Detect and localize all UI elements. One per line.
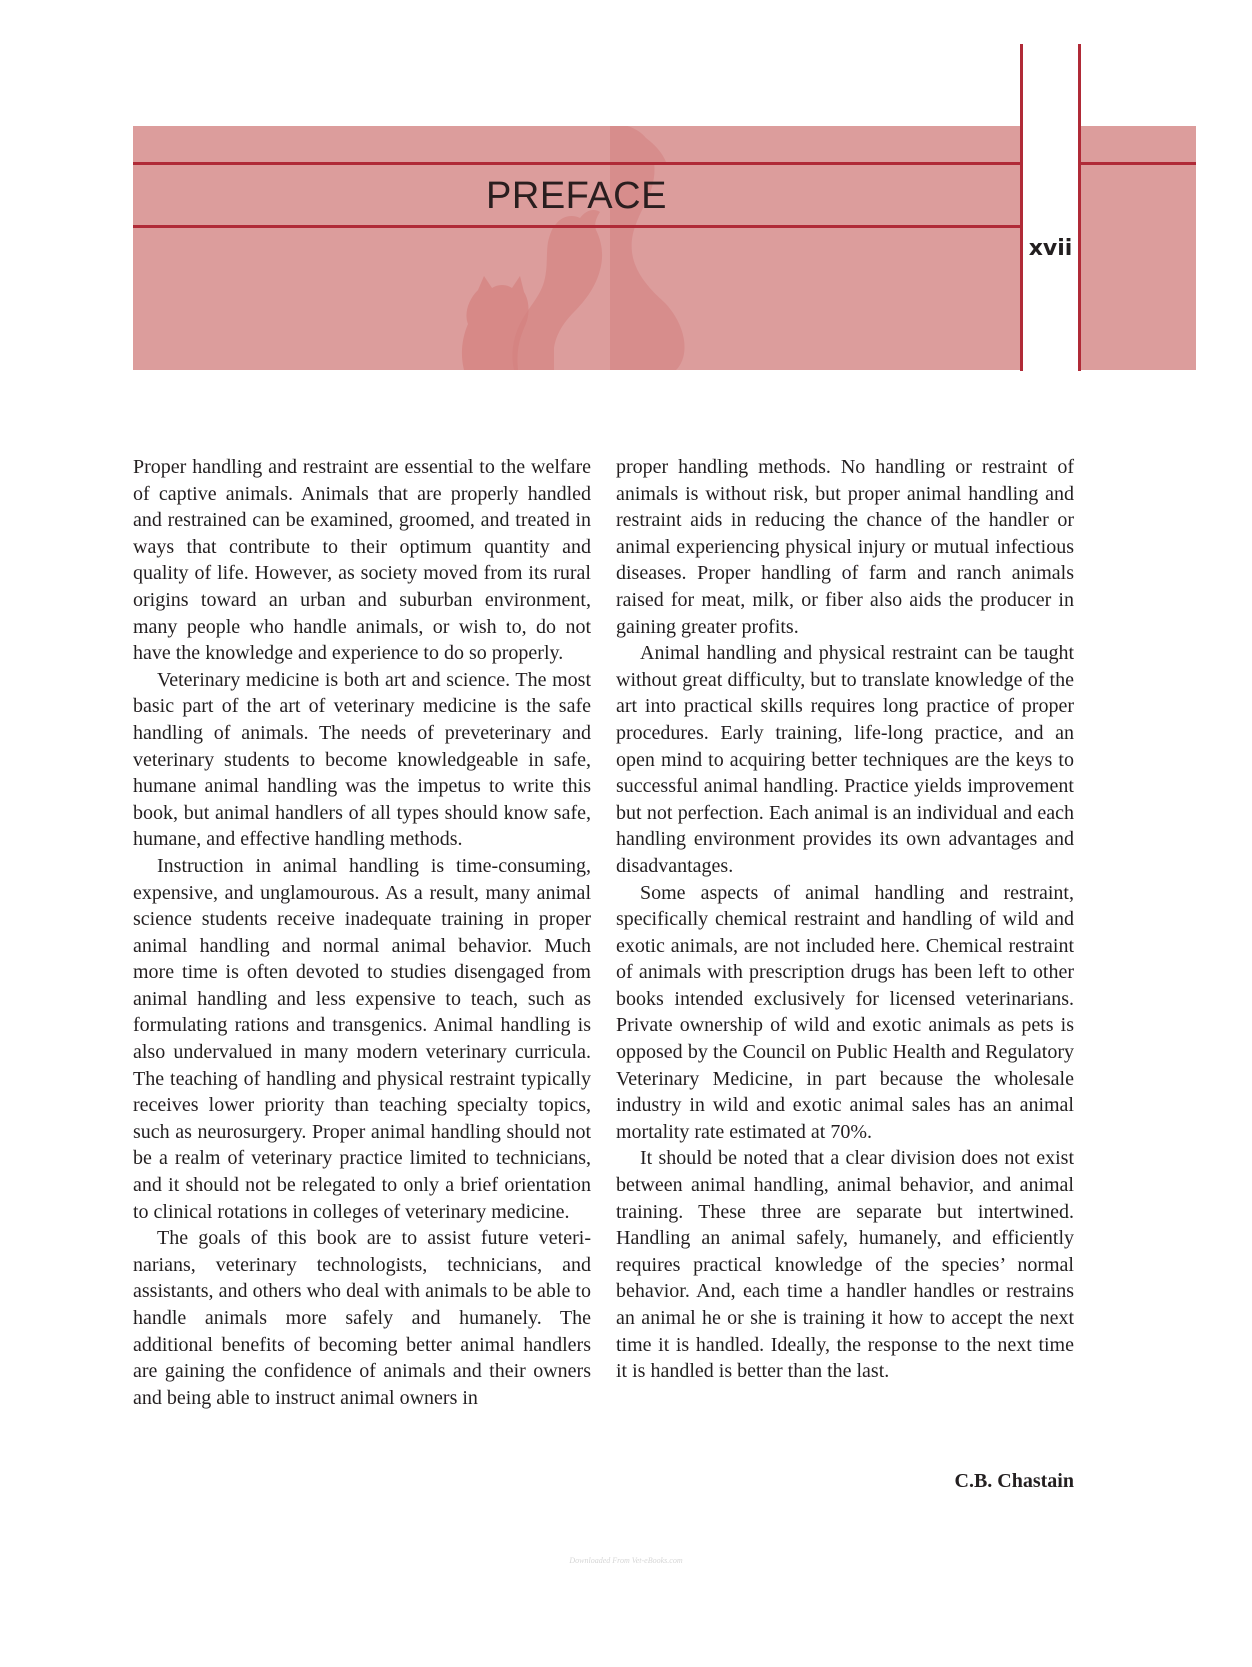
text-column-right	[616, 454, 1074, 1385]
paragraph: Some aspects of animal handling and restraint, specifically chemical restraint and handling of wild and exotic animals, are not included here. Chemical restraint of animals with prescription drugs has been left to other books intended exclusively for licensed veterinarians. Private ownership of wild and exotic animals as pets is opposed by the Council on Public Health and Regulatory Veterinary Medicine, in part because the wholesale industry in wild and exotic animal sales has an animal mortality rate estimated at 70%.	[616, 881, 1074, 1143]
vertical-rule-right	[1078, 44, 1081, 371]
paragraph: Animal handling and physical restraint can be taught without great difficulty, but to translate knowledge of the art into practical skills requires long practice of proper procedures. Early training, life-long practice, and an open mind to acquiring better techniques are the keys to successful animal handling. Practice yields improvement but not perfection. Each animal is an individual and each handling environment provides its own advantages and disadvantages.	[616, 642, 1074, 877]
vertical-rule-left	[1020, 44, 1023, 371]
author-signature: C.B. Chastain	[954, 1470, 1074, 1492]
paragraph: Proper handling and restraint are essential to the welfare of captive animals. Animals that are properly handled and restrained can be examined, groomed, and treated in ways that contribute to their optimum quantity and quality of life. However, as society moved from its rural origins toward an urban and suburban environment, many people who handle animals, or wish to, do not have the knowledge and experience to do so properly.	[133, 456, 591, 665]
paragraph: It should be noted that a clear division does not exist between animal handling, animal behavior, and animal training. These three are separate but intertwined. Handling an animal safely, humanely, and efficiently requires practical knowledge of the species’ normal behavior. And, each time a handler handles or restrains an animal he or she is training it how to accept the next time it is handled. Ideally, the response to the next time it is handled is better than the last.	[616, 1147, 1074, 1383]
tab-rule	[1081, 162, 1196, 165]
footer-watermark: Downloaded From Vet-eBooks.com	[569, 1556, 683, 1565]
chapter-title: PREFACE	[486, 175, 667, 217]
text-column-left	[133, 454, 591, 1411]
title-rule-top	[133, 162, 1020, 165]
paragraph: Instruction in animal handling is time-consuming, expensive, and unglamourous. As a result, many animal science students receive inadequate training in proper animal handling and normal animal behavior. Much more time is often devoted to studies disengaged from animal handling and less expensive to teach, such as formulating rations and transgenics. Animal handling is also undervalued in many modern veterinary curricula. The teaching of handling and physical restraint typically receives lower priority than teaching specialty topics, such as neurosurgery. Proper animal handling should not be a realm of veterinary practice limited to technicians, and it should not be relegated to only a brief orientation to clinical rotations in colleges of veterinary medicine.	[133, 854, 591, 1223]
page-number-tab	[1020, 0, 1081, 370]
paragraph: The goals of this book are to assist future veterinarians, veterinary technologists, technicians, and assistants, and others who deal with animals to be able to handle animals more safely and humanely. The additional benefits of becoming better animal handlers are gaining the confidence of animals and their owners and being able to instruct animal owners in	[133, 1227, 591, 1409]
page-number: xvii	[1028, 236, 1073, 261]
title-rule-bottom	[133, 225, 1020, 228]
paragraph: proper handling methods. No handling or restraint of animals is without risk, but proper animal handling and restraint aids in reducing the chance of the handler or animal experiencing physical injury or mutual infectious diseases. Proper handling of farm and ranch animals raised for meat, milk, or fiber also aids the producer in gaining greater profits.	[616, 456, 1074, 638]
paragraph: Veterinary medicine is both art and science. The most basic part of the art of veterinary medicine is the safe handling of animals. The needs of preveterinary and veterinary students to become knowledgeable in safe, humane animal handling was the impetus to write this book, but animal handlers of all types should know safe, humane, and effective handling methods.	[133, 668, 591, 851]
